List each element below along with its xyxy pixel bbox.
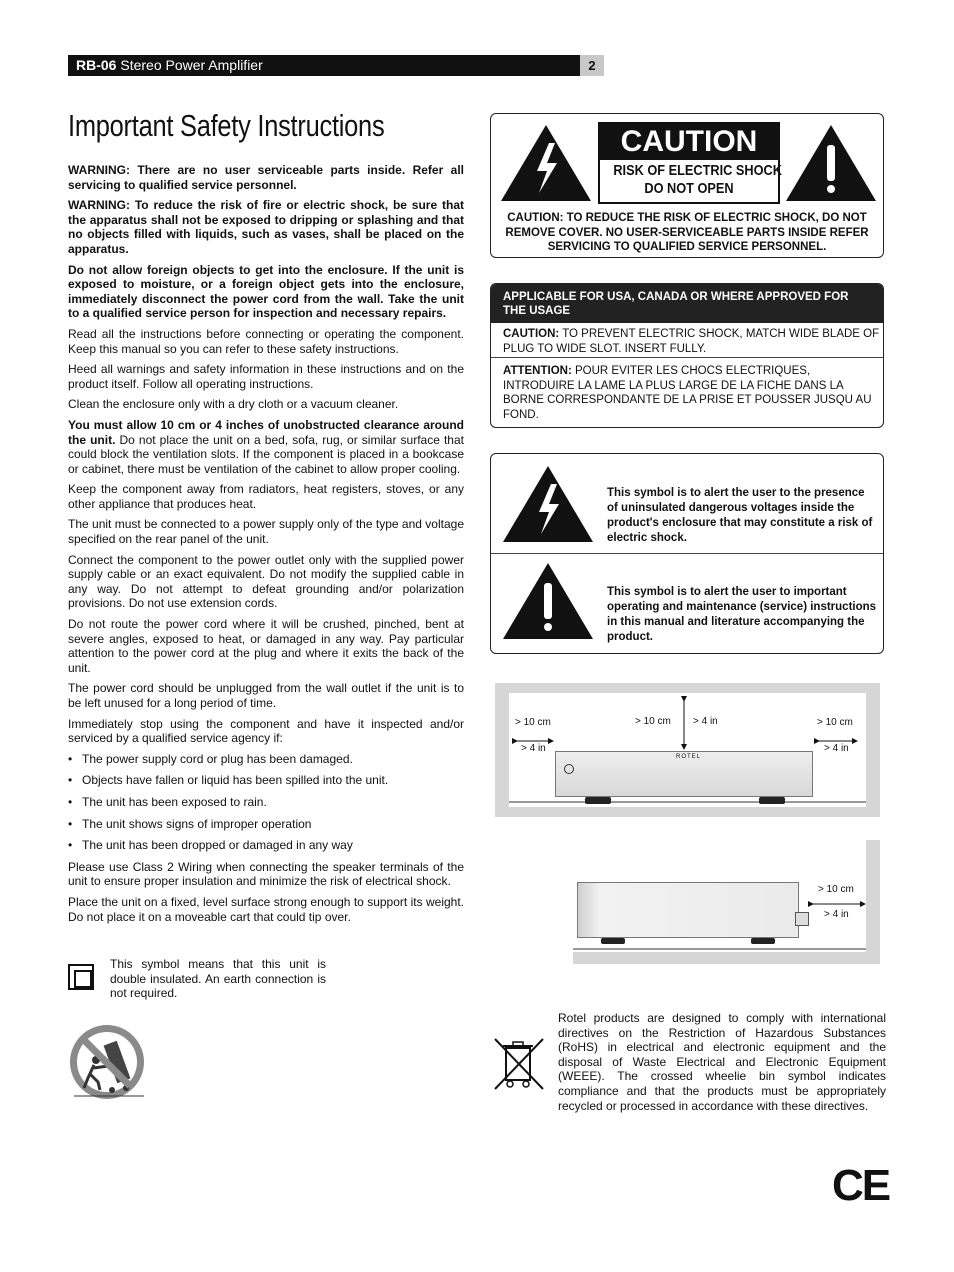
caution-label: CAUTION: bbox=[503, 328, 560, 340]
clearance-paragraph bbox=[68, 418, 464, 476]
plug-caution-en bbox=[503, 327, 881, 356]
caution-statement: CAUTION: TO REDUCE THE RISK OF ELECTRIC SHOCK, DO NOT REMOVE COVER. NO USER-SERVICEABLE PARTS INSIDE REFER SERVICING TO QUALIFIED SERVICE PERSONNEL. bbox=[505, 212, 869, 253]
clearance-bold: You must allow 10 cm or 4 inches of unobstructed clearance around the unit. bbox=[68, 417, 464, 447]
front-clearance-diagram bbox=[495, 683, 880, 817]
power-cord-routing: Do not route the power cord where it will be crushed, pinched, bent at severe angles, exposed to heat, or damaged in any way. Pay particular attention to the power cord at the plug and where it exits the back of the unit. bbox=[68, 617, 464, 675]
clearance-rear-cm: > 10 cm bbox=[818, 884, 854, 895]
page-header bbox=[68, 55, 580, 76]
class2-wiring: Please use Class 2 Wiring when connecting the speaker terminals of the unit to ensure proper insulation and minimize the risk of electrical shock. bbox=[68, 859, 464, 889]
clearance-right-in: > 4 in bbox=[824, 743, 849, 754]
read-instructions: Read all the instructions before connecting or operating the component. Keep this manual so you can refer to these safety instructions. bbox=[68, 326, 464, 356]
level-surface: Place the unit on a fixed, level surface strong enough to support its weight. Do not place it on a moveable cart that could tip over. bbox=[68, 894, 464, 924]
clearance-left-cm: > 10 cm bbox=[515, 717, 551, 728]
damage-list bbox=[68, 752, 464, 853]
clearance-top-in: > 4 in bbox=[693, 716, 718, 727]
clearance-arrows bbox=[495, 683, 880, 817]
warning-foreign-objects: Do not allow foreign objects to get into the enclosure. If the unit is exposed to moisture, or a foreign object gets into the enclosure, immediately disconnect the power cord from the wall. Take the unit to a qualified service person for inspection and necessary repairs. bbox=[68, 262, 464, 321]
warning-service: WARNING: There are no user serviceable parts inside. Refer all servicing to qualified service personnel. bbox=[68, 163, 464, 192]
clearance-top-cm: > 10 cm bbox=[635, 716, 671, 727]
plug-caution-fr bbox=[503, 364, 881, 422]
attention-label: ATTENTION: bbox=[503, 365, 572, 377]
shock-symbol-text: This symbol is to alert the user to the presence of uninsulated dangerous voltages inside the product's enclosure that may constitute a risk of electric shock. bbox=[607, 487, 873, 544]
stop-using: Immediately stop using the component and have it inspected and/or serviced by a qualified service agency if: bbox=[68, 716, 464, 746]
list-item: • The unit shows signs of improper operation bbox=[68, 817, 464, 832]
clean-enclosure: Clean the enclosure only with a dry cloth or a vacuum cleaner. bbox=[68, 397, 399, 412]
clearance-left-in: > 4 in bbox=[521, 743, 546, 754]
side-clearance-diagram bbox=[573, 840, 880, 964]
list-item: • The unit has been dropped or damaged in any way bbox=[68, 838, 464, 853]
power-cable: Connect the component to the power outlet only with the supplied power supply cable or an exact equivalent. Do not modify the supplied cable in any way. Do not attempt to defeat grounding and/or polarization provisions. Do not use extension cords. bbox=[68, 552, 464, 611]
caution-word: CAUTION bbox=[600, 124, 778, 160]
rohs-statement: Rotel products are designed to comply with international directives on the Restriction of Hazardous Substances (RoHS) in electrical and electronic equipment and the disposal of Waste Electrical and Electronic Equipment (WEEE). The crossed wheelie bin symbol indicates compliance and that the products must be appropriately recycled or processed in accordance with these directives. bbox=[558, 1011, 886, 1113]
divider bbox=[491, 357, 883, 358]
safety-text-column bbox=[68, 163, 464, 930]
double-insulation-text: This symbol means that this unit is double insulated. An earth connection is not required. bbox=[110, 957, 326, 1001]
clearance-rear-in: > 4 in bbox=[824, 909, 849, 920]
electric-shock-triangle-icon bbox=[499, 123, 593, 203]
attention-text: POUR EVITER LES CHOCS ELECTRIQUES, INTRODUIRE LA LAME LA PLUS LARGE DE LA FICHE DANS LA BORNE CORRESPONDANTE DE LA PRISE ET POUSSER JUSQU AU FOND. bbox=[503, 365, 872, 421]
power-supply-type: The unit must be connected to a power supply only of the type and voltage specified on the rear panel of the unit. bbox=[68, 517, 464, 547]
heed-warnings: Heed all warnings and safety information in these instructions and on the product itself. Follow all operating instructions. bbox=[68, 362, 464, 391]
applicable-heading: APPLICABLE FOR USA, CANADA OR WHERE APPROVED FOR THE USAGE bbox=[491, 284, 883, 323]
risk-electric-shock: RISK OF ELECTRIC SHOCK bbox=[613, 162, 782, 179]
unplug-unused: The power cord should be unplugged from the wall outlet if the unit is to be left unused for a long period of time. bbox=[68, 681, 464, 710]
exclamation-symbol-text: This symbol is to alert the user to important operating and maintenance (service) instructions in this manual and literature accompanying the product. bbox=[607, 586, 877, 643]
list-item: • The power supply cord or plug has been damaged. bbox=[68, 752, 464, 767]
exclamation-triangle-icon bbox=[784, 123, 878, 203]
list-item: • Objects have fallen or liquid has been spilled into the unit. bbox=[68, 773, 464, 788]
clearance-arrows bbox=[573, 840, 880, 964]
page-number: 2 bbox=[580, 55, 604, 76]
electric-shock-triangle-icon bbox=[501, 464, 595, 544]
heat-sources: Keep the component away from radiators, heat registers, stoves, or any other appliance that produces heat. bbox=[68, 482, 464, 511]
ce-mark-icon: CE bbox=[832, 1161, 890, 1210]
crossed-wheelie-bin-icon bbox=[492, 1036, 546, 1092]
do-not-open: DO NOT OPEN bbox=[644, 180, 734, 197]
model-name: RB-06 bbox=[76, 57, 117, 73]
product-name: Stereo Power Amplifier bbox=[120, 57, 263, 73]
warning-fire: WARNING: To reduce the risk of fire or electric shock, be sure that the apparatus shall not be exposed to dripping or splashing and that no objects filled with liquids, such as vases, shall be placed on the apparatus. bbox=[68, 198, 464, 256]
clearance-rest: Do not place the unit on a bed, sofa, rug, or similar surface that could block the ventilation slots. If the component is placed in a bookcase or cabinet, there must be ventilation of the cabinet to allow proper cooling. bbox=[68, 432, 464, 476]
list-item: • The unit has been exposed to rain. bbox=[68, 795, 464, 810]
page-title: Important Safety Instructions bbox=[68, 108, 385, 143]
double-insulation-icon bbox=[68, 964, 94, 990]
clearance-right-cm: > 10 cm bbox=[817, 717, 853, 728]
divider bbox=[491, 553, 883, 554]
exclamation-triangle-icon bbox=[501, 561, 595, 641]
caution-text: TO PREVENT ELECTRIC SHOCK, MATCH WIDE BLADE OF PLUG TO WIDE SLOT. INSERT FULLY. bbox=[503, 328, 880, 355]
no-cart-icon bbox=[66, 1022, 150, 1104]
brand-logo: ROTEL bbox=[676, 754, 702, 760]
